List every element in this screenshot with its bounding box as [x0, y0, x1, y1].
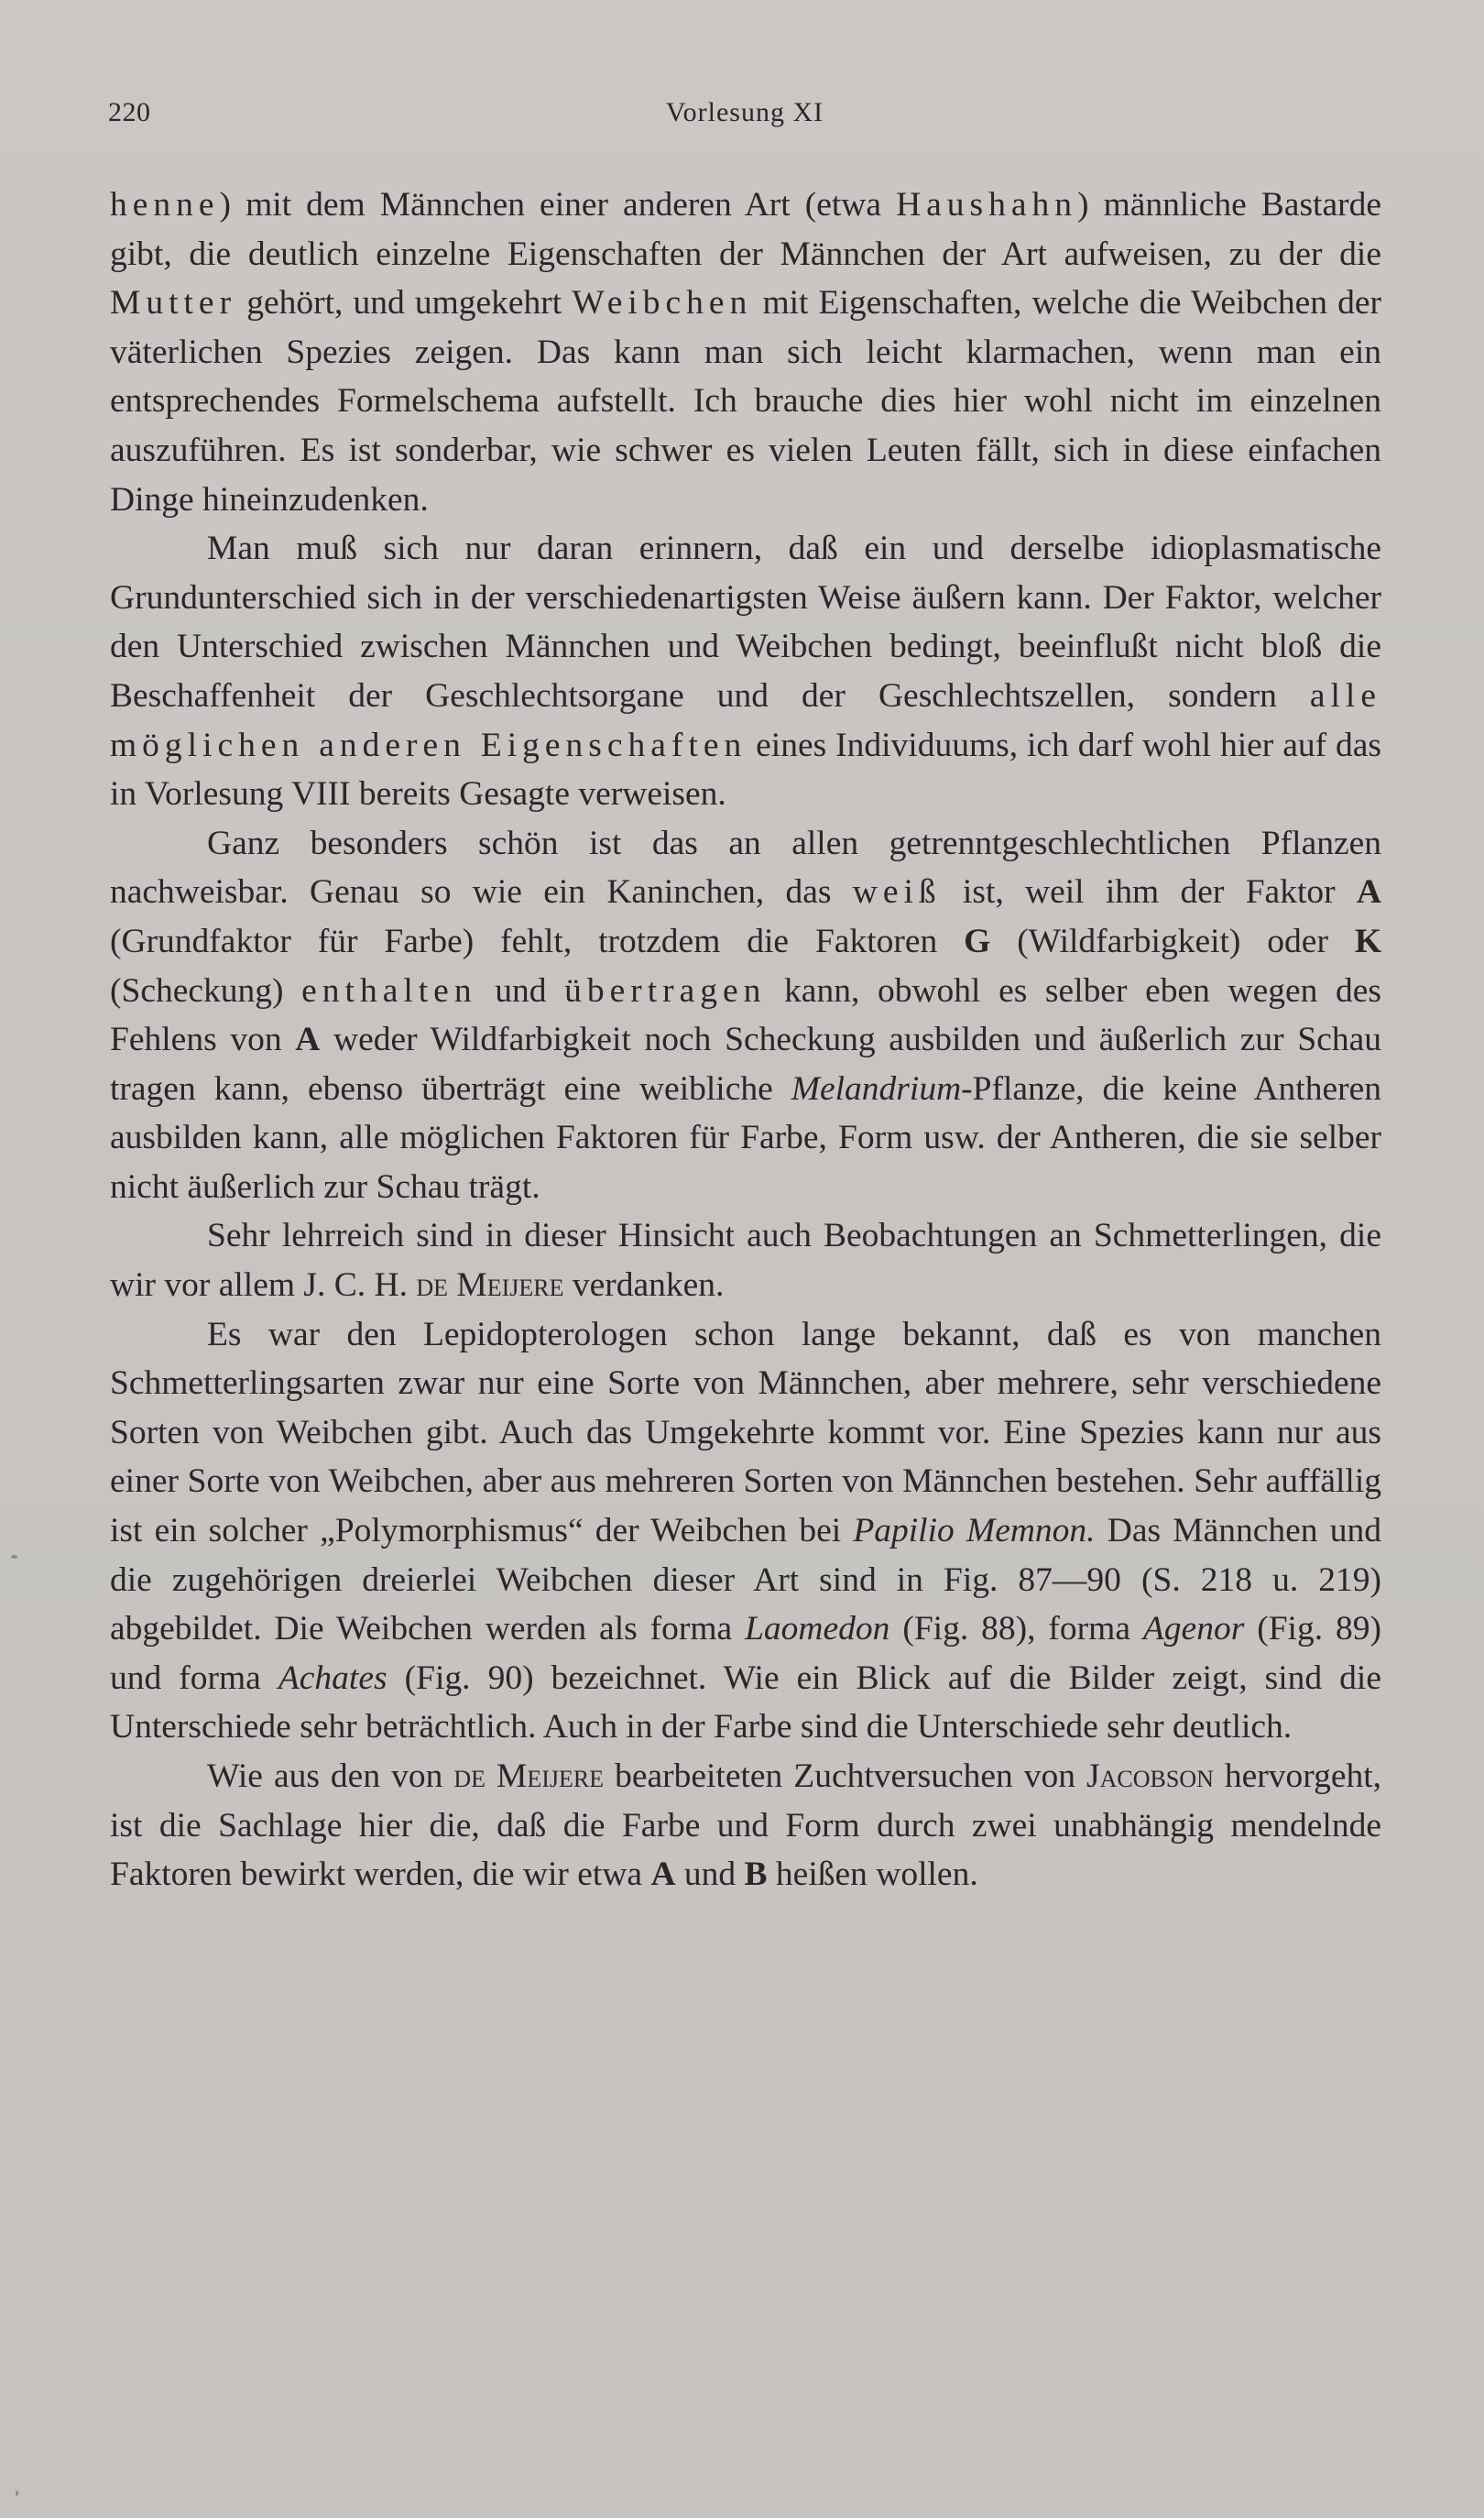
- text-run: heißen wollen.: [767, 1856, 978, 1894]
- text-run-sc: Jacobson: [1086, 1757, 1214, 1795]
- text-run-sp: alle möglichen anderen Eigenschaften: [110, 676, 1381, 764]
- text-run: ) mit dem Männchen einer anderen Art (etwa: [219, 186, 897, 224]
- text-run: hervorgeht, ist die Sachlage hier die, daß die Farbe und Form durch zwei unabhängig mendelnde Faktoren bewirkt werden, die wir etwa: [110, 1757, 1382, 1894]
- text-run: Wie aus den von: [207, 1757, 454, 1795]
- text-run-sp: weiß: [852, 873, 942, 912]
- text-run-it: Achates: [278, 1659, 387, 1697]
- text-run: Man muß sich nur daran erinnern, daß ein und derselbe idioplasmatische Grundunterschied sich in der verschiedenartigsten Weise äußern kann. Der Faktor, welcher den Unterschied zwischen Männchen und Weibchen bedingt, beeinflußt nicht bloß die Beschaffenheit der Geschlechtsorgane und der Geschlechtszellen, sondern: [110, 530, 1381, 715]
- text-run-bold: K: [1354, 922, 1382, 960]
- text-run-sp: Haushahn: [896, 186, 1078, 224]
- text-run: weder Wildfarbigkeit noch Scheckung ausbilden und äußerlich zur Schau tragen kann, ebenso überträgt eine weibliche: [110, 1021, 1381, 1108]
- text-run: ist, weil ihm der Faktor: [941, 873, 1357, 912]
- text-run: (Wildfarbigkeit) oder: [990, 922, 1355, 960]
- paragraph: [110, 819, 1381, 1212]
- text-run: Es war den Lepidopterologen schon lange bekannt, daß es von manchen Schmetterlingsarten zwar nur eine Sorte von Männchen, aber mehrere, sehr verschiedene Sorten von Weibchen gibt. Auch das Umgekehrte kommt vor. Eine Spezies kann nur aus einer Sorte von Weibchen, aber aus mehreren Sorten von Männchen bestehen. Sehr auffällig ist ein solcher „Polymorphismus“ der Weibchen bei: [110, 1315, 1381, 1550]
- text-run: mit Eigenschaften, welche die Weibchen der väterlichen Spezies zeigen. Das kann man sich leicht klarmachen, wenn man ein entsprechendes Formelschema aufstellt. Ich brauche dies hier wohl nicht im einzelnen auszuführen. Es ist sonderbar, wie schwer es vielen Leuten fällt, sich in diese einfachen Dinge hineinzudenken.: [110, 284, 1381, 519]
- paper-speck: [11, 1555, 17, 1559]
- text-run: und: [675, 1856, 745, 1894]
- paragraph: [110, 1752, 1381, 1899]
- body-text: [110, 181, 1381, 1899]
- text-run-it: Agenor: [1142, 1610, 1245, 1648]
- text-run: (Grundfaktor für Farbe) fehlt, trotzdem die Faktoren: [110, 922, 965, 960]
- text-run-it: Melandrium: [791, 1069, 962, 1108]
- text-run: gehört, und umgekehrt: [236, 284, 573, 323]
- text-run-bold: A: [295, 1021, 321, 1059]
- paragraph: [110, 524, 1381, 819]
- text-run: Sehr lehrreich sind in dieser Hinsicht auch Beobachtungen an Schmetterlingen, die wir vor allem J. C. H.: [110, 1217, 1381, 1305]
- page-number: 220: [108, 97, 151, 127]
- text-run: Ganz besonders schön ist das an allen getrenntgeschlechtlichen Pflanzen nachweisbar. Genau so wie ein Kaninchen, das: [110, 824, 1381, 912]
- text-run-sp: enthalten: [301, 971, 477, 1010]
- text-run-it: Papilio Memnon.: [853, 1512, 1096, 1550]
- text-run: bearbeiteten Zuchtversuchen von: [604, 1757, 1087, 1795]
- text-run-sp: übertragen: [564, 971, 767, 1010]
- text-run: Das Männchen und die zugehörigen dreierlei Weibchen dieser Art sind in Fig. 87—90 (S. 218 u. 219) abgebildet. Die Weibchen werden als forma: [110, 1512, 1381, 1648]
- text-run: verdanken.: [563, 1266, 725, 1305]
- text-run-sp: Mutter: [110, 284, 237, 323]
- text-run-sc: de Meijere: [416, 1266, 564, 1305]
- text-run-sp: henne: [110, 186, 220, 224]
- running-title: Vorlesung XI: [665, 97, 824, 127]
- text-run: -Pflanze, die keine Antheren ausbilden kann, alle möglichen Faktoren für Farbe, Form usw. der Antheren, die sie selber nicht äußerlich zur Schau trägt.: [110, 1069, 1381, 1206]
- paragraph: [110, 181, 1381, 524]
- text-run: eines Individuums, ich darf wohl hier auf das in Vorlesung VIII bereits Gesagte verweisen.: [110, 726, 1381, 814]
- text-run: (Fig. 90) bezeichnet. Wie ein Blick auf die Bilder zeigt, sind die Unterschiede sehr beträchtlich. Auch in der Farbe sind die Unterschiede sehr deutlich.: [110, 1659, 1381, 1746]
- text-run: und: [476, 971, 565, 1010]
- paragraph: [110, 1310, 1381, 1752]
- text-run-bold: G: [964, 922, 991, 960]
- text-run: ) männliche Bastarde gibt, die deutlich einzelne Eigenschaften der Männchen der Art aufweisen, zu der die: [110, 186, 1381, 273]
- running-head: [108, 97, 1381, 134]
- text-run-sc: de Meijere: [453, 1757, 605, 1795]
- paper-speck: [16, 2491, 18, 2496]
- paragraph: [110, 1211, 1381, 1309]
- text-run: (Fig. 88), forma: [889, 1610, 1143, 1648]
- text-run-sp: Weibchen: [572, 284, 753, 323]
- text-run-bold: A: [1356, 873, 1381, 912]
- text-run: kann, obwohl es selber eben wegen des Fehlens von: [110, 971, 1381, 1059]
- text-run: (Fig. 89) und forma: [110, 1610, 1382, 1697]
- text-run: (Scheckung): [110, 971, 302, 1010]
- text-run-bold: B: [744, 1856, 768, 1894]
- text-run-bold: A: [650, 1856, 676, 1894]
- text-run-it: Laomedon: [745, 1610, 890, 1648]
